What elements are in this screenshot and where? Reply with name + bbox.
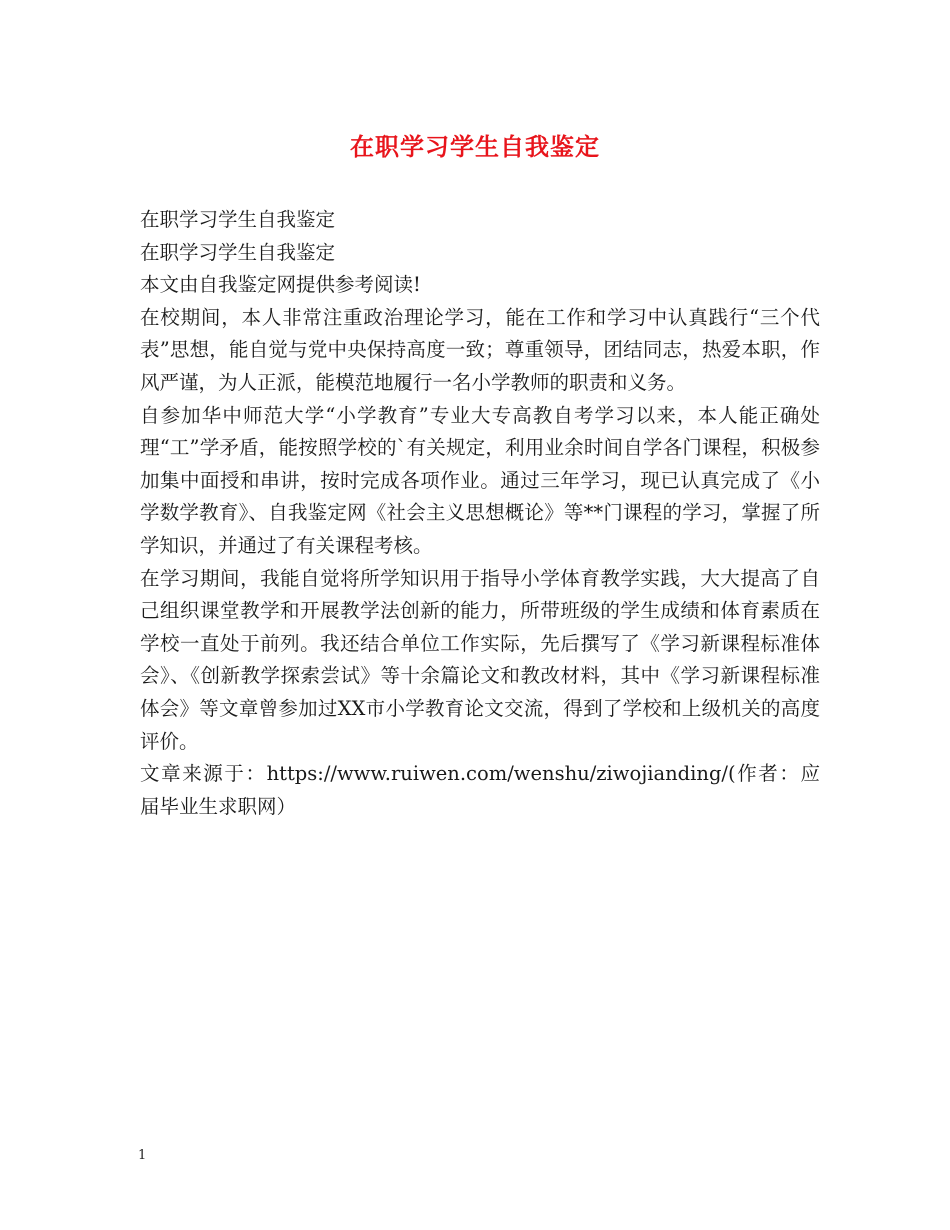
paragraph-article-source: 文章来源于：https://www.ruiwen.com/wenshu/ziwojianding/(作者：应届毕业生求职网） xyxy=(140,762,820,818)
paragraph-heading-repeat-1: 在职学习学生自我鉴定 xyxy=(140,208,336,231)
paragraph-source-note: 本文由自我鉴定网提供参考阅读! xyxy=(140,273,421,297)
page-number: 1 xyxy=(138,1148,147,1163)
paragraph-heading-repeat-2: 在职学习学生自我鉴定 xyxy=(140,240,336,264)
document-title: 在职学习学生自我鉴定 xyxy=(350,132,600,161)
paragraph-school-period: 在校期间，本人非常注重政治理论学习，能在工作和学习中认真践行“三个代表”思想，能自觉与党中央保持高度一致；尊重领导，团结同志，热爱本职，作风严谨，为人正派，能模范地履行一名小学教师的职责和义务。 xyxy=(140,305,820,394)
paragraph-teaching-practice: 在学习期间，我能自觉将所学知识用于指导小学体育教学实践，大大提高了自己组织课堂教学和开展教学法创新的能力，所带班级的学生成绩和体育素质在学校一直处于前列。我还结合单位工作实际，先后撰写了《学习新课程标准体会》、《创新教学探索尝试》等十余篇论文和教改材料，其中《学习新课程标准体会》等文章曾参加过XX市小学教育论文交流，得到了学校和上级机关的高度评价。 xyxy=(140,566,820,753)
document-body xyxy=(140,204,820,823)
paragraph-self-study: 自参加华中师范大学“小学教育”专业大专高教自考学习以来，本人能正确处理“工”学矛盾，能按照学校的`有关规定，利用业余时间自学各门课程，积极参加集中面授和串讲，按时完成各项作业。通过三年学习，现已认真完成了《小学数学教育》、自我鉴定网《社会主义思想概论》等**门课程的学习，掌握了所学知识，并通过了有关课程考核。 xyxy=(140,403,820,557)
